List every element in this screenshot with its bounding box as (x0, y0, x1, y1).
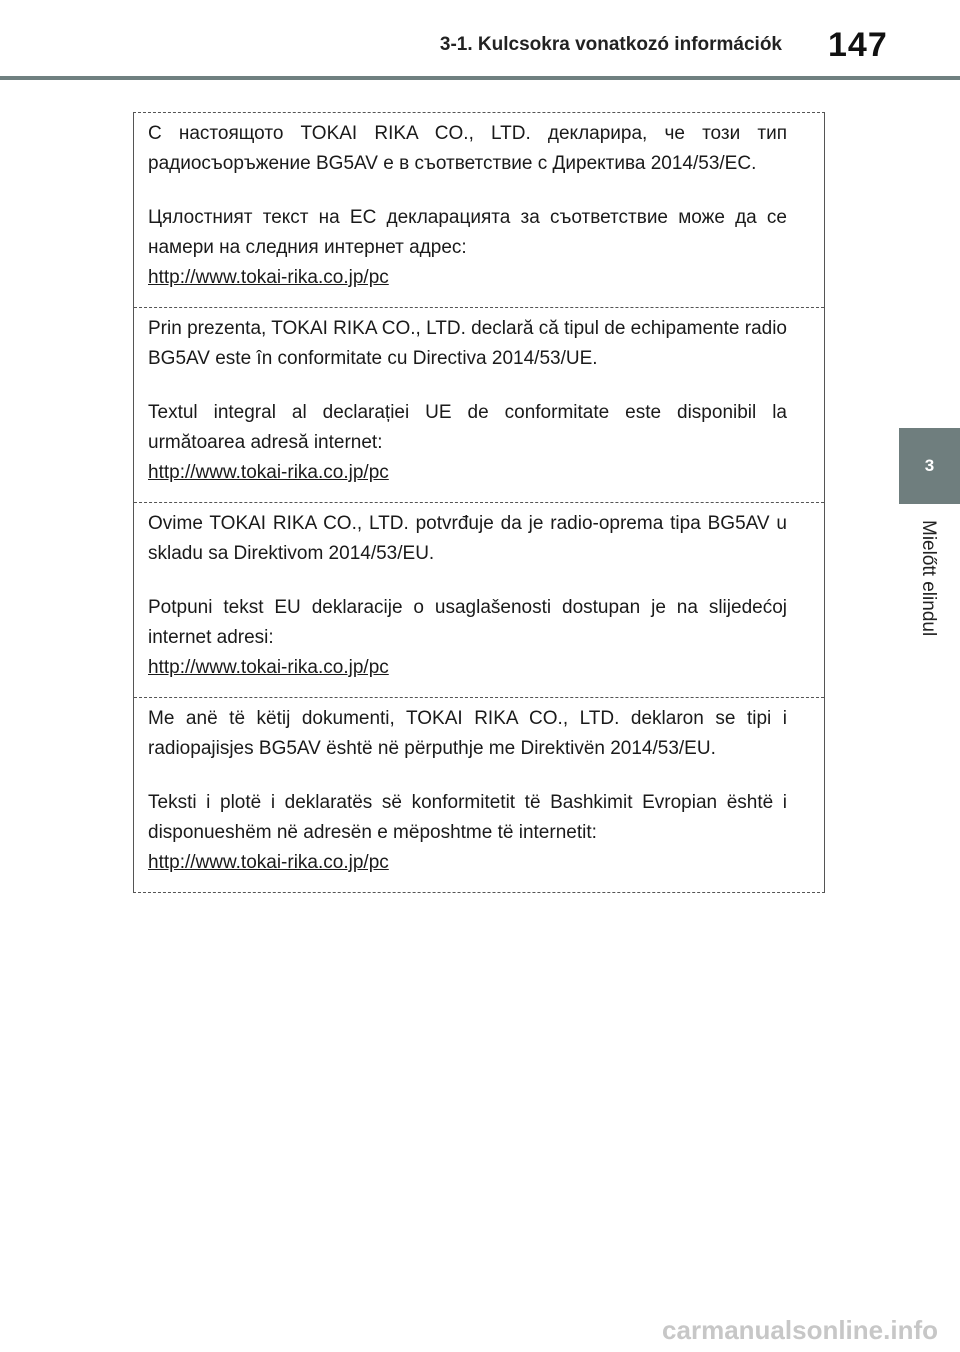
chapter-label: Mielőtt elindul (918, 520, 939, 637)
watermark: carmanualsonline.info (662, 1315, 938, 1345)
header-title: 3-1. Kulcsokra vonatkozó információk (439, 34, 782, 55)
declaration-section-bulgarian (134, 113, 824, 307)
declaration-link[interactable]: http://www.tokai-rika.co.jp/pc (148, 852, 389, 873)
declaration-statement: С настоящото TOKAI RIKA CO., LTD. декларира, че този тип радиосъоръжение BG5AV е в съответствие с Директива 2014/53/ЕС. (148, 123, 787, 174)
declaration-link[interactable]: http://www.tokai-rika.co.jp/pc (148, 462, 389, 483)
header-rule (0, 76, 960, 80)
declaration-statement: Prin prezenta, TOKAI RIKA CO., LTD. declară că tipul de echipamente radio BG5AV este în conformitate cu Directiva 2014/53/UE. (148, 318, 787, 369)
declaration-availability: Textul integral al declarației UE de conformitate este disponibil la următoarea adresă internet: (148, 402, 787, 453)
declaration-availability: Teksti i plotë i deklaratës së konformitetit të Bashkimit Evropian është i disponueshëm në adresën e mëposhtme të internetit: (148, 792, 787, 843)
declaration-section-bosnian (134, 502, 824, 697)
declaration-availability: Potpuni tekst EU deklaracije o usaglašenosti dostupan je na slijedećoj internet adresi: (148, 597, 787, 648)
declaration-link[interactable]: http://www.tokai-rika.co.jp/pc (148, 657, 389, 678)
declaration-box (133, 112, 825, 893)
declaration-availability: Цялостният текст на ЕС декларацията за съответствие може да се намери на следния интернет адрес: (148, 207, 787, 258)
declaration-statement: Ovime TOKAI RIKA CO., LTD. potvrđuje da je radio-oprema tipa BG5AV u skladu sa Direktivom 2014/53/EU. (148, 513, 787, 564)
declaration-statement: Me anë të këtij dokumenti, TOKAI RIKA CO., LTD. deklaron se tipi i radiopajisjes BG5AV është në përputhje me Direktivën 2014/53/EU. (148, 708, 787, 759)
declaration-link[interactable]: http://www.tokai-rika.co.jp/pc (148, 267, 389, 288)
page-number: 147 (828, 26, 888, 64)
declaration-section-romanian (134, 307, 824, 502)
declaration-section-albanian (134, 697, 824, 892)
chapter-tab: 3 (899, 428, 960, 504)
